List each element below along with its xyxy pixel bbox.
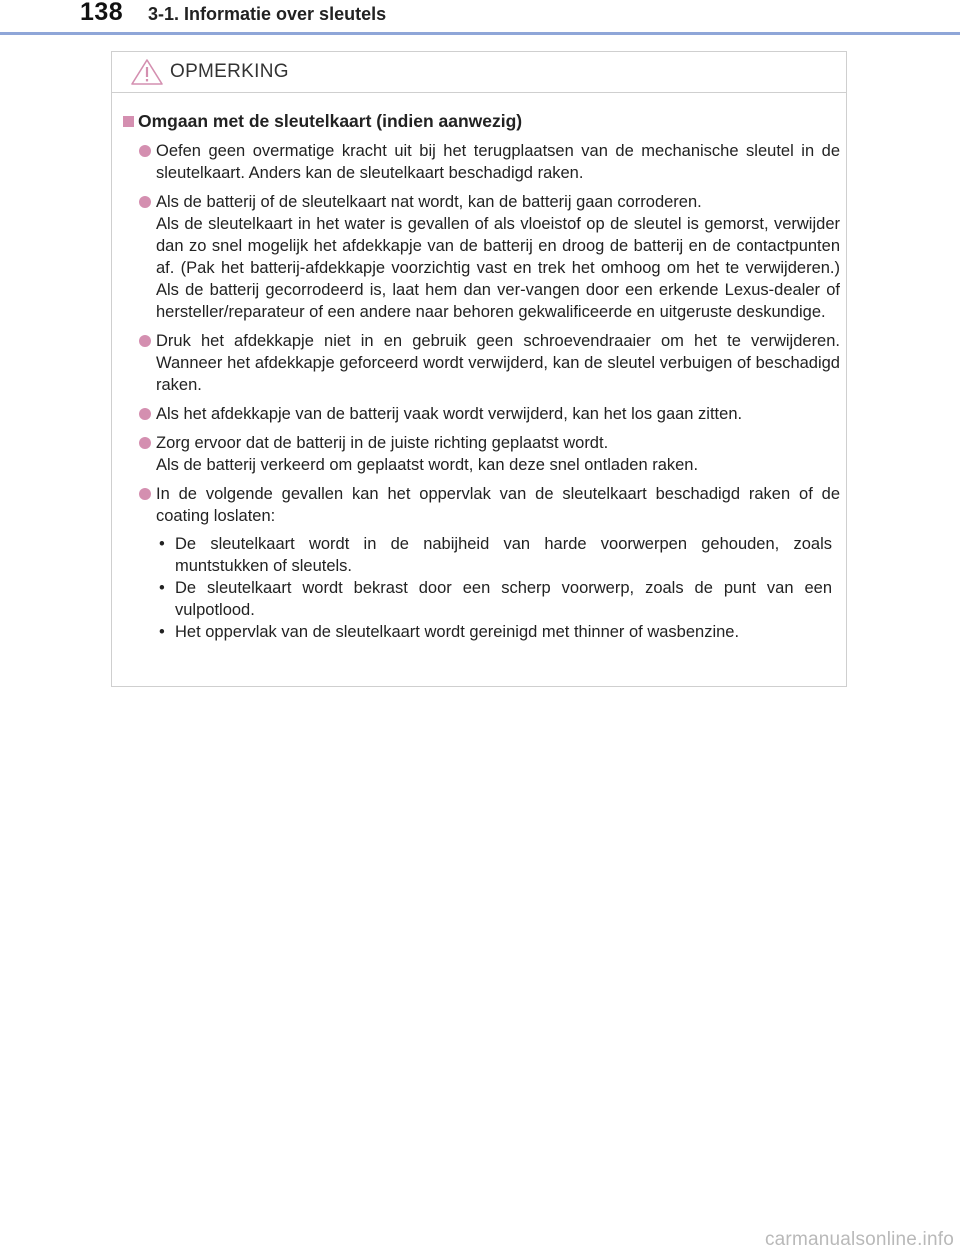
- item-text: Druk het afdekkapje niet in en gebruik geen schroevendraaier om het te verwijderen. Wanneer het afdekkapje geforceerd wordt verwijderd, kan de sleutel verbuigen of beschadigd raken.: [156, 332, 840, 394]
- list-item: [156, 483, 840, 643]
- item-text: Oefen geen overmatige kracht uit bij het terugplaatsen van de mechanische sleutel in de sleutelkaart. Anders kan de sleutelkaart beschadigd raken.: [156, 142, 840, 182]
- square-bullet-icon: [123, 116, 134, 127]
- list-item: [156, 330, 840, 396]
- notice-header: [112, 52, 846, 93]
- dot-bullet-icon: •: [159, 535, 165, 553]
- round-bullet-icon: [139, 145, 151, 157]
- sub-list: [156, 533, 840, 643]
- item-text: Als de batterij of de sleutelkaart nat wordt, kan de batterij gaan corroderen.: [156, 193, 702, 211]
- list-item: [156, 432, 840, 476]
- warning-triangle-icon: [130, 58, 164, 86]
- item-text: Als de batterij verkeerd om geplaatst wordt, kan deze snel ontladen raken.: [156, 456, 699, 474]
- item-text: Zorg ervoor dat de batterij in de juiste richting geplaatst wordt.: [156, 434, 609, 452]
- notice-body: [112, 110, 848, 650]
- item-text: In de volgende gevallen kan het oppervlak van de sleutelkaart beschadigd raken of de coating loslaten:: [156, 485, 840, 525]
- list-item: [156, 140, 840, 184]
- notice-box: [111, 51, 847, 687]
- item-text: Als het afdekkapje van de batterij vaak wordt verwijderd, kan het los gaan zitten.: [156, 405, 743, 423]
- round-bullet-icon: [139, 408, 151, 420]
- round-bullet-icon: [139, 488, 151, 500]
- page-number: 138: [80, 0, 124, 26]
- topic-title: Omgaan met de sleutelkaart (indien aanwezig): [138, 111, 523, 131]
- topic-heading: [112, 110, 848, 132]
- sub-list-item: [159, 533, 832, 577]
- watermark: carmanualsonline.info: [764, 1229, 954, 1250]
- item-list: [112, 140, 848, 643]
- page-header: [0, 0, 960, 40]
- sub-list-item: [159, 621, 832, 643]
- sub-item-text: De sleutelkaart wordt in de nabijheid van harde voorwerpen gehouden, zoals muntstukken of sleutels.: [175, 535, 832, 575]
- round-bullet-icon: [139, 437, 151, 449]
- section-title: 3-1. Informatie over sleutels: [148, 4, 387, 24]
- round-bullet-icon: [139, 335, 151, 347]
- sub-item-text: De sleutelkaart wordt bekrast door een scherp voorwerp, zoals de punt van een vulpotlood.: [175, 579, 832, 619]
- dot-bullet-icon: •: [159, 579, 165, 597]
- notice-label: OPMERKING: [170, 61, 289, 82]
- list-item: [156, 403, 840, 425]
- sub-list-item: [159, 577, 832, 621]
- item-text: Als de sleutelkaart in het water is gevallen of als vloeistof op de sleutel is gemorst, verwijder dan zo snel mogelijk het afdekkapje van de batterij en droog de batterij en de contactpunten af. (Pak het batterij-afdekkapje voorzichtig vast en trek het omhoog om het te verwijderen.) Als de batterij gecorrodeerd is, laat hem dan ver-vangen door een erkende Lexus-dealer of hersteller/reparateur of een andere naar behoren gekwalificeerde en uitgeruste deskundige.: [156, 215, 840, 321]
- dot-bullet-icon: •: [159, 623, 165, 641]
- sub-item-text: Het oppervlak van de sleutelkaart wordt gereinigd met thinner of wasbenzine.: [175, 623, 740, 641]
- list-item: [156, 191, 840, 323]
- header-rule: [0, 32, 960, 35]
- round-bullet-icon: [139, 196, 151, 208]
